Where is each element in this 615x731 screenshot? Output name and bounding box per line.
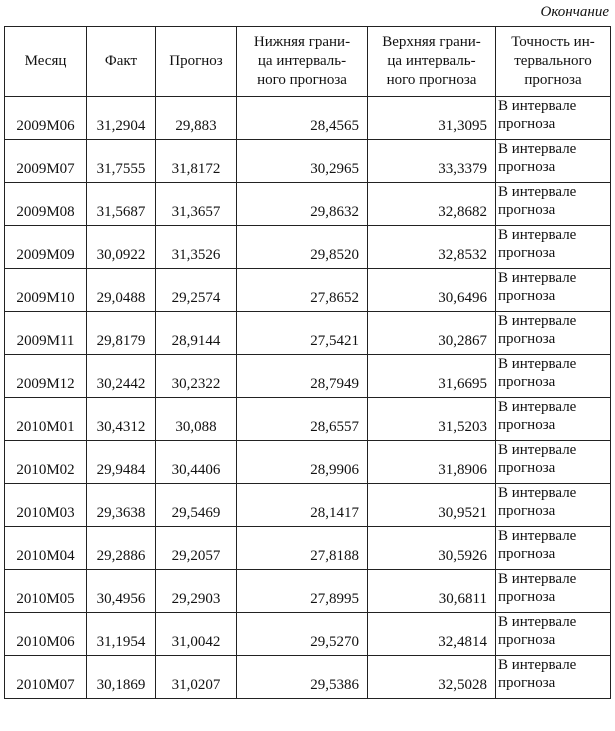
table-row [5,570,611,613]
cell-upper-bound: 32,4814 [368,613,496,656]
cell-lower-bound: 28,6557 [237,398,368,441]
cell-lower-bound: 27,5421 [237,312,368,355]
cell-month: 2009M10 [5,269,87,312]
cell-upper-bound: 31,6695 [368,355,496,398]
cell-month: 2010M04 [5,527,87,570]
cell-lower-bound: 28,7949 [237,355,368,398]
table-row [5,441,611,484]
cell-fact: 29,2886 [87,527,156,570]
cell-lower-bound: 29,8520 [237,226,368,269]
table-body [5,97,611,699]
cell-forecast: 31,3526 [156,226,237,269]
cell-accuracy: В интервале прогноза [496,140,611,183]
cell-forecast: 30,088 [156,398,237,441]
cell-accuracy: В интервале прогноза [496,269,611,312]
cell-month: 2010M07 [5,656,87,699]
cell-accuracy: В интервале прогноза [496,570,611,613]
cell-fact: 29,9484 [87,441,156,484]
cell-accuracy: В интервале прогноза [496,398,611,441]
cell-fact: 30,1869 [87,656,156,699]
cell-forecast: 30,4406 [156,441,237,484]
header-upper-line: ца интерваль- [387,53,476,69]
cell-accuracy: В интервале прогноза [496,97,611,140]
cell-upper-bound: 31,8906 [368,441,496,484]
cell-month: 2009M08 [5,183,87,226]
cell-accuracy: В интервале прогноза [496,656,611,699]
cell-fact: 31,5687 [87,183,156,226]
cell-forecast: 29,2574 [156,269,237,312]
cell-upper-bound: 30,6811 [368,570,496,613]
cell-accuracy: В интервале прогноза [496,226,611,269]
header-accuracy-line: тервального [514,53,592,69]
cell-forecast: 31,8172 [156,140,237,183]
cell-upper-bound: 32,5028 [368,656,496,699]
cell-upper-bound: 31,5203 [368,398,496,441]
header-fact: Факт [87,27,156,97]
table-continuation-caption: Окончание [540,4,609,20]
cell-fact: 30,0922 [87,226,156,269]
cell-accuracy: В интервале прогноза [496,183,611,226]
header-accuracy [496,27,611,97]
cell-upper-bound: 30,9521 [368,484,496,527]
cell-accuracy: В интервале прогноза [496,613,611,656]
cell-accuracy: В интервале прогноза [496,527,611,570]
cell-fact: 31,2904 [87,97,156,140]
table-row [5,613,611,656]
table-header [5,27,611,97]
cell-lower-bound: 28,9906 [237,441,368,484]
cell-fact: 31,1954 [87,613,156,656]
header-lower-line: Нижняя грани- [253,34,351,50]
cell-month: 2009M06 [5,97,87,140]
cell-month: 2010M03 [5,484,87,527]
header-lower-line: ного прогноза [257,72,347,88]
cell-accuracy: В интервале прогноза [496,355,611,398]
cell-upper-bound: 32,8682 [368,183,496,226]
cell-month: 2010M06 [5,613,87,656]
cell-fact: 29,8179 [87,312,156,355]
table-row [5,527,611,570]
cell-upper-bound: 30,5926 [368,527,496,570]
table-row [5,484,611,527]
cell-fact: 30,2442 [87,355,156,398]
header-lower-bound [237,27,368,97]
cell-forecast: 29,5469 [156,484,237,527]
cell-forecast: 29,883 [156,97,237,140]
cell-upper-bound: 30,6496 [368,269,496,312]
cell-accuracy: В интервале прогноза [496,484,611,527]
cell-forecast: 31,0042 [156,613,237,656]
cell-lower-bound: 29,8632 [237,183,368,226]
table-row [5,183,611,226]
cell-forecast: 31,0207 [156,656,237,699]
cell-lower-bound: 27,8995 [237,570,368,613]
table-row [5,656,611,699]
cell-forecast: 29,2903 [156,570,237,613]
cell-month: 2009M07 [5,140,87,183]
cell-month: 2009M11 [5,312,87,355]
cell-upper-bound: 30,2867 [368,312,496,355]
cell-lower-bound: 27,8652 [237,269,368,312]
header-accuracy-line: прогноза [524,72,582,88]
table-row [5,355,611,398]
cell-fact: 29,0488 [87,269,156,312]
cell-upper-bound: 31,3095 [368,97,496,140]
cell-upper-bound: 32,8532 [368,226,496,269]
header-lower-line: ца интерваль- [257,53,347,69]
cell-month: 2010M05 [5,570,87,613]
cell-forecast: 31,3657 [156,183,237,226]
table-row [5,226,611,269]
forecast-table [4,26,611,699]
cell-forecast: 28,9144 [156,312,237,355]
header-month: Месяц [5,27,87,97]
cell-lower-bound: 28,1417 [237,484,368,527]
header-upper-line: Верхняя грани- [382,34,481,50]
table-row [5,312,611,355]
cell-forecast: 29,2057 [156,527,237,570]
table-row [5,269,611,312]
cell-month: 2009M09 [5,226,87,269]
cell-fact: 30,4956 [87,570,156,613]
cell-month: 2009M12 [5,355,87,398]
cell-lower-bound: 28,4565 [237,97,368,140]
table-row [5,140,611,183]
cell-month: 2010M02 [5,441,87,484]
cell-lower-bound: 27,8188 [237,527,368,570]
header-row [5,27,611,97]
cell-lower-bound: 29,5386 [237,656,368,699]
header-upper-line: ного прогноза [386,72,477,88]
table-row [5,97,611,140]
cell-accuracy: В интервале прогноза [496,312,611,355]
cell-fact: 29,3638 [87,484,156,527]
cell-forecast: 30,2322 [156,355,237,398]
cell-month: 2010M01 [5,398,87,441]
header-forecast: Прогноз [156,27,237,97]
cell-lower-bound: 30,2965 [237,140,368,183]
cell-accuracy: В интервале прогноза [496,441,611,484]
cell-lower-bound: 29,5270 [237,613,368,656]
header-accuracy-line: Точность ин- [511,34,595,50]
cell-upper-bound: 33,3379 [368,140,496,183]
cell-fact: 30,4312 [87,398,156,441]
header-upper-bound [368,27,496,97]
cell-fact: 31,7555 [87,140,156,183]
table-row [5,398,611,441]
